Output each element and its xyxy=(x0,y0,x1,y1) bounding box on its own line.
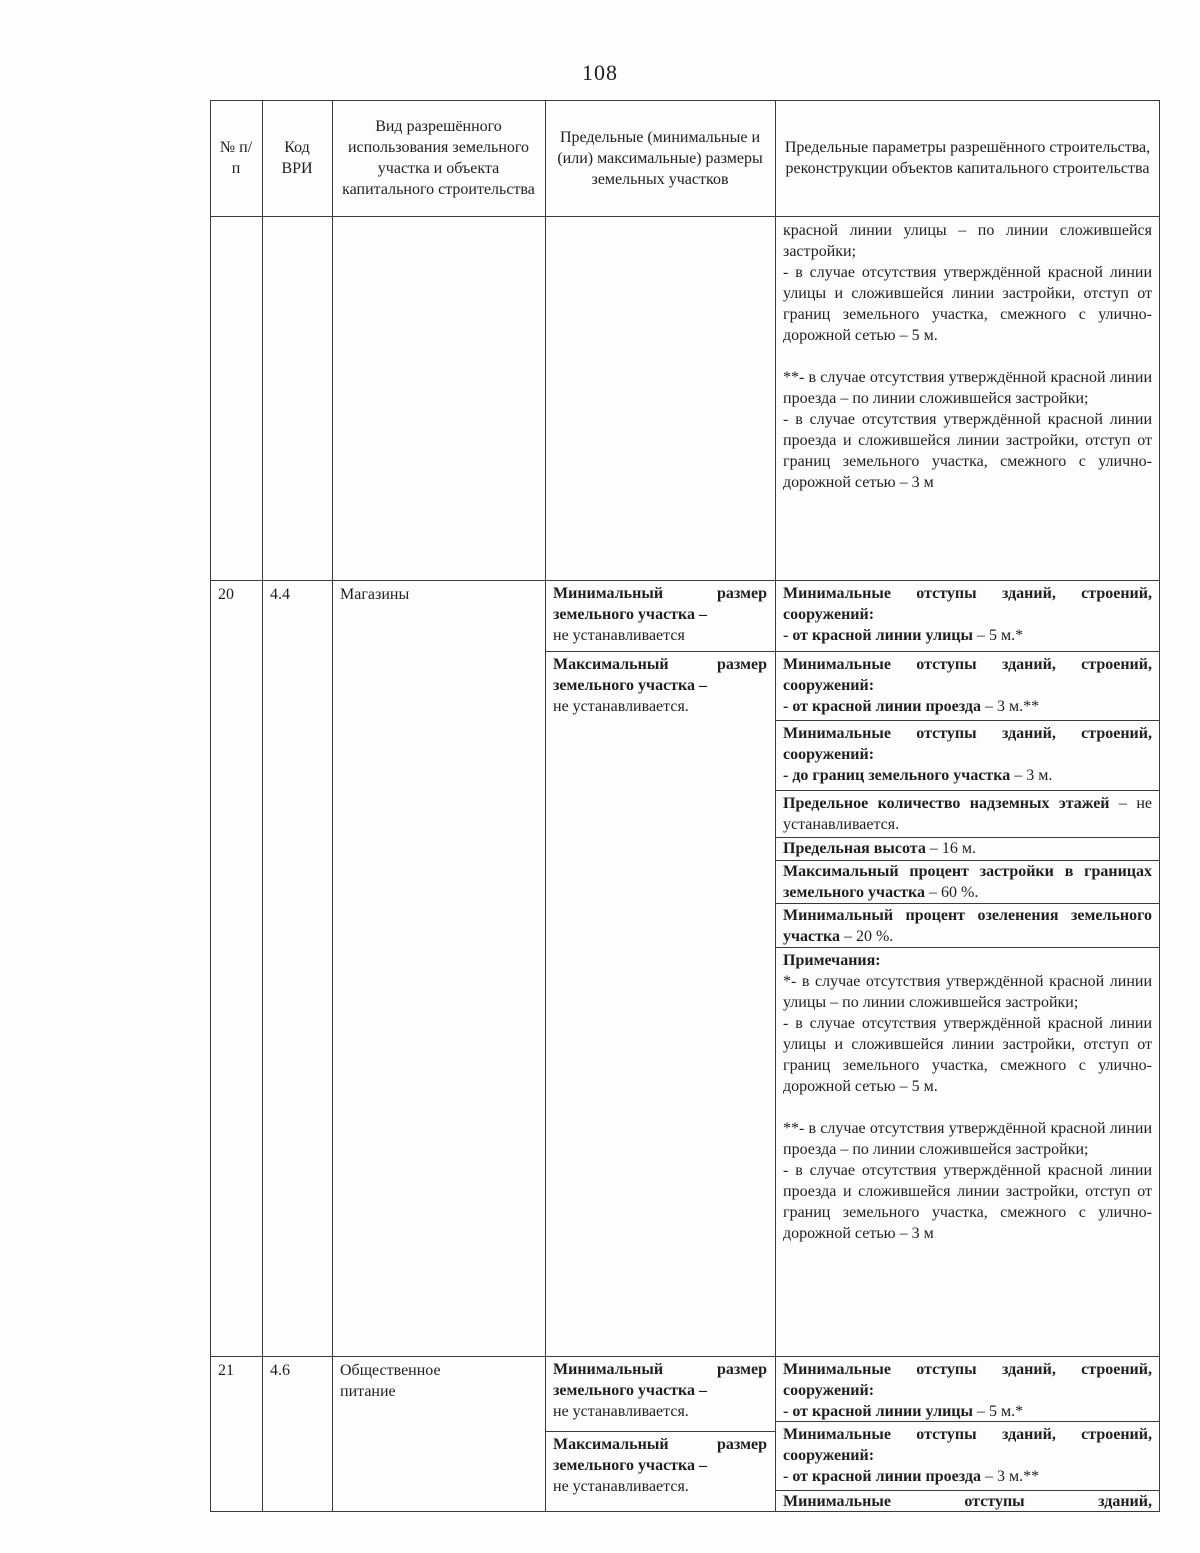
min-plot-size-label: Минимальный размер земельного участка – xyxy=(553,1361,767,1399)
floors-limit xyxy=(775,791,1160,837)
notes-title: Примечания: xyxy=(783,952,881,969)
row-code: 4.6 xyxy=(270,1362,290,1379)
row-code: 4.4 xyxy=(270,586,290,603)
header-parameters: Предельные параметры разрешённого строительства, реконструкции объектов капитального строительства xyxy=(784,139,1151,177)
max-build-percent-value: – 60 %. xyxy=(925,884,979,901)
min-green-percent-value: – 20 %. xyxy=(839,928,894,945)
min-plot-size-value: не устанавливается. xyxy=(553,1403,689,1420)
max-plot-size-value: не устанавливается. xyxy=(553,1478,689,1495)
setback-boundary-title: Минимальные отступы зданий, xyxy=(783,1493,1152,1510)
column-divider xyxy=(545,100,546,1512)
setback-passage-title: Минимальные отступы зданий, строений, сооружений: xyxy=(783,1426,1152,1464)
setback-passage-value: – 3 м.** xyxy=(980,1468,1040,1485)
setback-passage xyxy=(775,1422,1160,1490)
min-green-percent xyxy=(775,904,1160,947)
table-border-bottom xyxy=(210,1511,1160,1512)
setback-street-line: - от красной линии улицы xyxy=(783,627,973,644)
setback-street-title: Минимальные отступы зданий, строений, сооружений: xyxy=(783,585,1152,623)
column-divider xyxy=(262,100,263,1512)
regulations-table xyxy=(210,100,1160,1512)
row-usage-type: Общественное питание xyxy=(340,1362,441,1400)
setback-street xyxy=(775,1357,1160,1421)
max-plot-size-value: не устанавливается. xyxy=(553,698,689,715)
setback-passage-line: - от красной линии проезда xyxy=(783,1468,981,1485)
notes-text: *- в случае отсутствия утверждённой красной линии улицы – по линии сложившейся застройки; - в случае отсутствия утверждённой красной линии улицы и сложившейся линии застройки, отступ от границ земельного участка, смежного с улично-дорожной сетью – 5 м. **- в случае отсутствия утверждённой красной линии проезда – по линии сложившейся застройки; - в случае отсутствия утверждённой красной линии проезда и сложившейся линии застройки, отступ от границ земельного участка, смежного с улично-дорожной сетью – 3 м xyxy=(783,973,1152,1242)
setback-street xyxy=(775,581,1160,651)
header-divider xyxy=(210,216,1160,217)
min-plot-size-label: Минимальный размер земельного участка – xyxy=(553,585,767,623)
setback-passage xyxy=(775,652,1160,720)
height-limit-label: Предельная высота xyxy=(783,840,926,857)
header-number: № п/п xyxy=(219,139,253,177)
setback-boundary xyxy=(775,1491,1160,1511)
min-plot-size xyxy=(545,1357,775,1431)
height-limit-value: – 16 м. xyxy=(925,840,976,857)
height-limit xyxy=(775,838,1160,860)
setback-boundary-title: Минимальные отступы зданий, строений, сооружений: xyxy=(783,725,1152,763)
row-usage-type: Магазины xyxy=(340,586,410,603)
page-number: 108 xyxy=(582,60,618,85)
notes xyxy=(775,948,1160,1356)
row-number: 21 xyxy=(218,1362,234,1379)
floors-limit-value: – не устанавливается. xyxy=(783,795,1152,833)
setback-passage-line: - от красной линии проезда xyxy=(783,698,981,715)
min-plot-size-value: не устанавливается xyxy=(553,627,685,644)
max-plot-size-label: Максимальный размер земельного участка – xyxy=(553,1436,767,1474)
column-divider xyxy=(332,100,333,1512)
header-usage-type: Вид разрешённого использования земельного участка и объекта капитального строительства xyxy=(342,118,535,198)
setback-boundary-value: – 3 м. xyxy=(1010,767,1053,784)
continued-notes: красной линии улицы – по линии сложившейся застройки; - в случае отсутствия утверждённой красной линии улицы и сложившейся линии застройки, отступ от границ земельного участка, смежного с улично-дорожной сетью – 5 м. **- в случае отсутствия утверждённой красной линии проезда – по линии сложившейся застройки; - в случае отсутствия утверждённой красной линии проезда и сложившейся линии застройки, отступ от границ земельного участка, смежного с улично-дорожной сетью – 3 м xyxy=(783,222,1152,491)
table-border-left xyxy=(210,100,211,1512)
header-code: Код ВРИ xyxy=(281,139,313,177)
max-plot-size-label: Максимальный размер земельного участка – xyxy=(553,656,767,694)
header-plot-sizes: Предельные (минимальные и (или) максимальные) размеры земельных участков xyxy=(557,128,763,188)
setback-passage-value: – 3 м.** xyxy=(980,698,1040,715)
floors-limit-label: Предельное количество надземных этажей xyxy=(783,795,1110,812)
setback-street-line: - от красной линии улицы xyxy=(783,1403,973,1420)
setback-boundary xyxy=(775,721,1160,790)
max-plot-size xyxy=(545,1432,775,1511)
setback-street-value: – 5 м.* xyxy=(973,627,1024,644)
setback-passage-title: Минимальные отступы зданий, строений, сооружений: xyxy=(783,656,1152,694)
setback-street-value: – 5 м.* xyxy=(973,1403,1024,1420)
setback-street-title: Минимальные отступы зданий, строений, сооружений: xyxy=(783,1361,1152,1399)
row-number: 20 xyxy=(218,586,234,603)
max-plot-size xyxy=(545,652,775,722)
max-build-percent-label: Максимальный процент застройки в границах земельного участка xyxy=(783,863,1152,901)
min-plot-size xyxy=(545,581,775,651)
min-green-percent-label: Минимальный процент озеленения земельного участка xyxy=(783,907,1152,945)
max-build-percent xyxy=(775,861,1160,903)
setback-boundary-line: - до границ земельного участка xyxy=(783,767,1011,784)
